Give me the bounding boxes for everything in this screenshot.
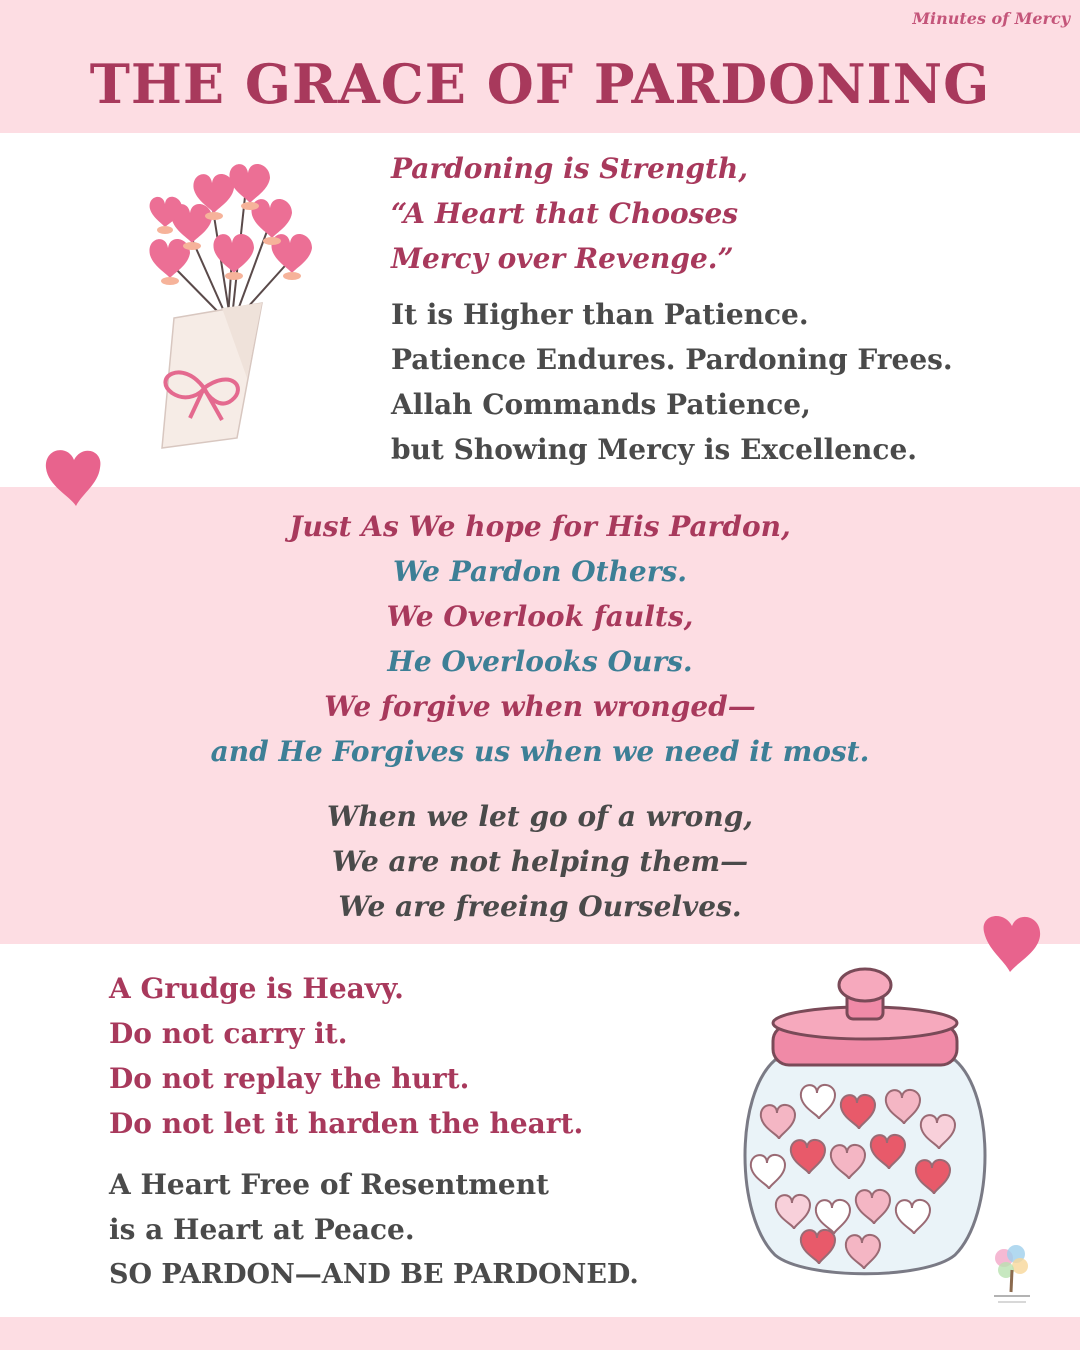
- tree-logo-icon: [984, 1240, 1040, 1312]
- pardon-verse: [0, 504, 1080, 774]
- heart-icon: [42, 444, 104, 508]
- patience-text: [391, 292, 953, 472]
- freeing-text: [0, 794, 1080, 929]
- closing-line: We are not helping them—: [331, 845, 749, 878]
- verse-line: Just As We hope for His Pardon,: [289, 510, 791, 543]
- footer-band: [0, 1317, 1080, 1350]
- grudge-text: [109, 966, 583, 1146]
- quote-line: “A Heart that Chooses: [391, 197, 739, 230]
- verse-line: We Overlook faults,: [386, 600, 694, 633]
- peace-text: [109, 1162, 639, 1297]
- candy-heart-jar-icon: [735, 965, 995, 1285]
- verse-line: and He Forgives us when we need it most.: [210, 735, 870, 768]
- quote-line: Pardoning is Strength,: [391, 152, 748, 185]
- verse-line: We Pardon Others.: [392, 555, 688, 588]
- brand-label: Minutes of Mercy: [912, 9, 1070, 28]
- grudge-line: Do not let it harden the heart.: [109, 1107, 584, 1140]
- page-title: THE GRACE OF PARDONING: [89, 52, 991, 116]
- grudge-line: A Grudge is Heavy.: [109, 972, 404, 1005]
- peace-line: is a Heart at Peace.: [109, 1213, 415, 1246]
- body-line: Allah Commands Patience,: [391, 388, 811, 421]
- quote-line: Mercy over Revenge.”: [391, 242, 734, 275]
- verse-line: We forgive when wronged—: [324, 690, 756, 723]
- closing-line: We are freeing Ourselves.: [338, 890, 742, 923]
- heart-bouquet-icon: [132, 148, 322, 458]
- grudge-line: Do not replay the hurt.: [109, 1062, 470, 1095]
- body-line: Patience Endures. Pardoning Frees.: [391, 343, 953, 376]
- verse-line: He Overlooks Ours.: [387, 645, 693, 678]
- closing-line: When we let go of a wrong,: [326, 800, 754, 833]
- pardon-quote: [391, 146, 748, 281]
- body-line: but Showing Mercy is Excellence.: [391, 433, 918, 466]
- peace-line: A Heart Free of Resentment: [109, 1168, 549, 1201]
- peace-line: SO PARDON—AND BE PARDONED.: [109, 1259, 639, 1290]
- body-line: It is Higher than Patience.: [391, 298, 809, 331]
- grudge-line: Do not carry it.: [109, 1017, 348, 1050]
